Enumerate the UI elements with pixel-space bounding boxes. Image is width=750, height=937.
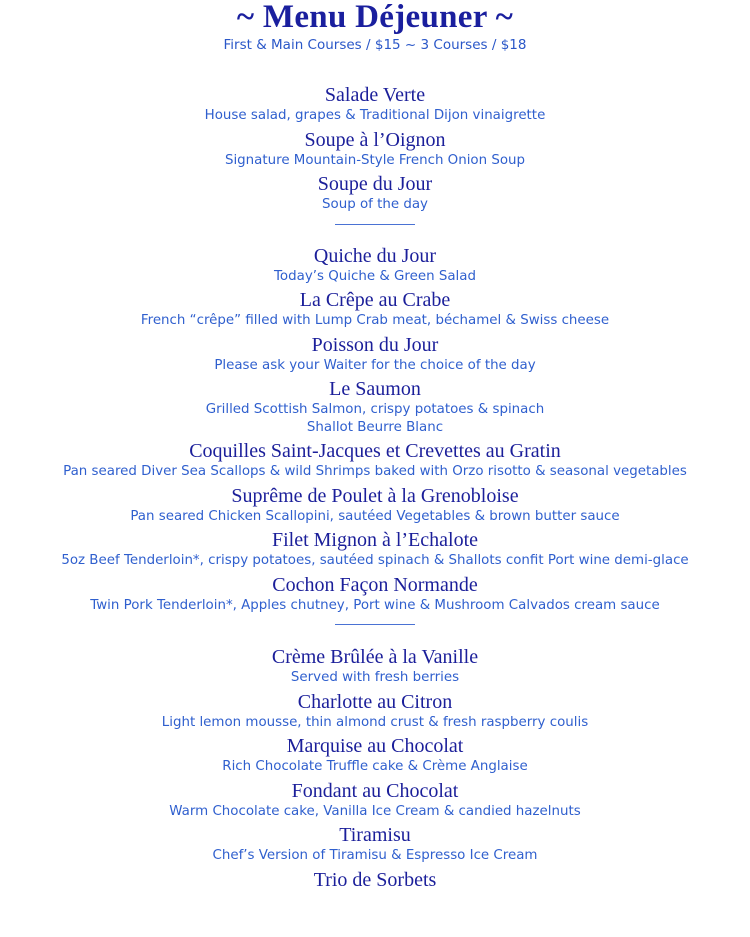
menu-item-description: Pan seared Chicken Scallopini, sautéed Vegetables & brown butter sauce	[130, 508, 620, 524]
menu-item	[0, 484, 750, 526]
menu-item	[0, 868, 750, 892]
menu-item-name: Filet Mignon à l’Echalote	[271, 529, 479, 551]
menu-item	[0, 172, 750, 214]
menu-item-description: Twin Pork Tenderloin*, Apples chutney, Port wine & Mushroom Calvados cream sauce	[90, 597, 660, 613]
menu-title: ~ Menu Déjeuner ~	[236, 0, 514, 35]
menu-item	[0, 288, 750, 330]
menu-item-description: Grilled Scottish Salmon, crispy potatoes & spinach	[205, 402, 545, 417]
menu-item-name: Fondant au Chocolat	[291, 779, 459, 802]
divider-spacing	[0, 225, 750, 244]
menu-item-name: Trio de Sorbets	[313, 868, 437, 891]
menu-item	[0, 645, 750, 687]
first-courses-section	[0, 83, 750, 214]
menu-item	[0, 779, 750, 821]
menu-item-description: House salad, grapes & Traditional Dijon vinaigrette	[204, 108, 546, 123]
menu-item	[0, 573, 750, 615]
main-courses-section	[0, 244, 750, 615]
menu-item-name: Poisson du Jour	[311, 333, 439, 356]
menu-item-description: Warm Chocolate cake, Vanilla Ice Cream & candied hazelnuts	[169, 803, 581, 819]
menu-item	[0, 690, 750, 732]
menu-pricing: First & Main Courses / $15 ~ 3 Courses / $18	[223, 37, 527, 53]
menu-item-description: Soup of the day	[322, 197, 428, 212]
menu-item	[0, 528, 750, 570]
menu-item-description: Pan seared Diver Sea Scallops & wild Shrimps baked with Orzo risotto & seasonal vegetables	[63, 464, 687, 479]
menu-item-name: Soupe du Jour	[317, 173, 433, 195]
menu-item	[0, 377, 750, 436]
menu-item-name: Quiche du Jour	[313, 244, 437, 267]
menu-item-description: French “crêpe” filled with Lump Crab meat, béchamel & Swiss cheese	[140, 313, 610, 328]
menu-item-name: Crème Brûlée à la Vanille	[271, 646, 479, 668]
menu-item-description: Served with fresh berries	[290, 670, 460, 685]
menu-item	[0, 823, 750, 865]
menu-item-name: Marquise au Chocolat	[286, 735, 464, 757]
menu-item	[0, 244, 750, 286]
menu-item	[0, 734, 750, 776]
menu-item-name: Tiramisu	[339, 824, 411, 846]
menu-item	[0, 439, 750, 481]
menu-item-description: Shallot Beurre Blanc	[306, 419, 444, 435]
desserts-section	[0, 645, 750, 892]
menu-item-description: Today’s Quiche & Green Salad	[274, 268, 476, 284]
menu-item-name: Soupe à l’Oignon	[304, 128, 446, 151]
menu-item-name: Suprême de Poulet à la Grenobloise	[231, 484, 519, 507]
menu-item-description: 5oz Beef Tenderloin*, crispy potatoes, sautéed spinach & Shallots confit Port wine demi-glace	[61, 553, 689, 568]
divider-spacing	[0, 625, 750, 645]
menu-item-description: Signature Mountain-Style French Onion Soup	[224, 152, 526, 168]
menu-item	[0, 83, 750, 125]
menu-item-name: Coquilles Saint-Jacques et Crevettes au Gratin	[189, 440, 561, 462]
menu-item-name: Le Saumon	[329, 378, 421, 400]
menu-item-description: Light lemon mousse, thin almond crust & fresh raspberry coulis	[161, 714, 589, 730]
menu-item	[0, 333, 750, 375]
menu-item-description: Chef’s Version of Tiramisu & Espresso Ice Cream	[212, 848, 538, 863]
menu-item-name: Cochon Façon Normande	[272, 573, 478, 596]
menu-item-name: La Crêpe au Crabe	[299, 289, 451, 311]
menu-item-description: Rich Chocolate Truffle cake & Crème Anglaise	[222, 759, 528, 774]
menu-item	[0, 128, 750, 170]
menu-item-name: Charlotte au Citron	[297, 690, 453, 713]
menu-item-description: Please ask your Waiter for the choice of the day	[214, 357, 536, 373]
menu-item-name: Salade Verte	[324, 84, 426, 106]
